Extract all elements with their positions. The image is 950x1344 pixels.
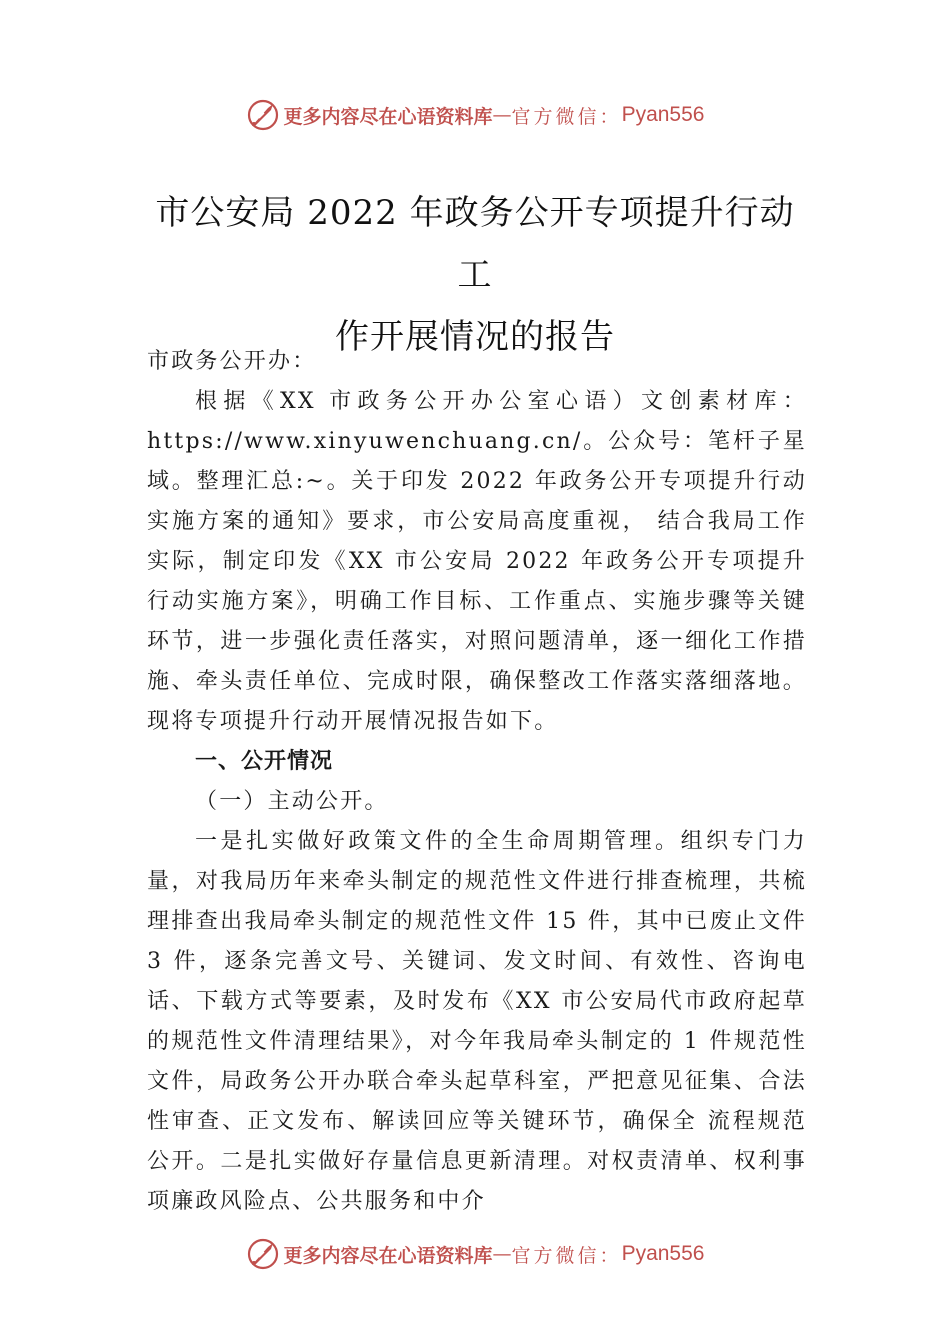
paragraph-1: 根据《XX 市政务公开办公室心语）文创素材库：https://www.xinyuwenchuang.cn/。公众号：笔杆子星域。整理汇总:~。关于印发 2022 年政务公开专项提升行动实施方案的通知》要求，市公安局高度重视， 结合我局工作实际，制定印发《XX 市公安局 2022 年政务公开专项提升行动实施方案》，明确工作目标、工作重点、实施步骤等关键环节，进一步强化责任落实，对照问题清单，逐一细化工作措施、牵头责任单位、完成时限，确保整改工作落实落细落地。现将专项提升行动开展情况报告如下。 <box>147 389 807 734</box>
banner-wechat-label: 官方微信： <box>511 1244 622 1267</box>
banner-wechat-id: Pyan556 <box>621 1242 705 1265</box>
banner-separator: — <box>492 1243 512 1265</box>
document-body <box>147 342 807 1222</box>
document-title <box>145 182 805 368</box>
banner-wechat-label: 官方微信： <box>511 105 622 128</box>
paragraph-2: 一是扎实做好政策文件的全生命周期管理。组织专门力量，对我局历年来牵头制定的规范性文件进行排查梳理，共梳理排查出我局牵头制定的规范性文件 15 件，其中已废止文件 3 件，逐条完善文号、关键词、发文时间、有效性、咨询电话、下载方式等要素，及时发布《XX 市公安局代市政府起草的规范性文件清理结果》，对今年我局牵头制定的 1 件规范性文件，局政务公开办联合牵头起草科室，严把意见征集、合法性审查、正文发布、解读回应等关键环节，确保全 流程规范公开。二是扎实做好存量信息更新清理。对权责清单、权利事项廉政风险点、公共服务和中介 <box>147 829 807 1214</box>
salutation: 市政务公开办： <box>147 349 317 374</box>
banner-separator: — <box>492 104 512 126</box>
title-line-2: 作开展情况的报告 <box>335 317 615 357</box>
footer-banner <box>0 1234 950 1274</box>
subsection-heading-1: （一）主动公开。 <box>195 789 389 814</box>
banner-brand: 更多内容尽在心语资料库 <box>283 105 493 128</box>
banner-brand: 更多内容尽在心语资料库 <box>283 1244 493 1267</box>
quill-logo-icon <box>246 1237 280 1271</box>
banner-wechat-id: Pyan556 <box>621 103 705 126</box>
header-banner <box>0 95 950 135</box>
section-heading-1: 一、公开情况 <box>195 749 334 774</box>
title-line-1: 市公安局 2022 年政务公开专项提升行动工 <box>155 193 795 295</box>
quill-logo-icon <box>246 98 280 132</box>
